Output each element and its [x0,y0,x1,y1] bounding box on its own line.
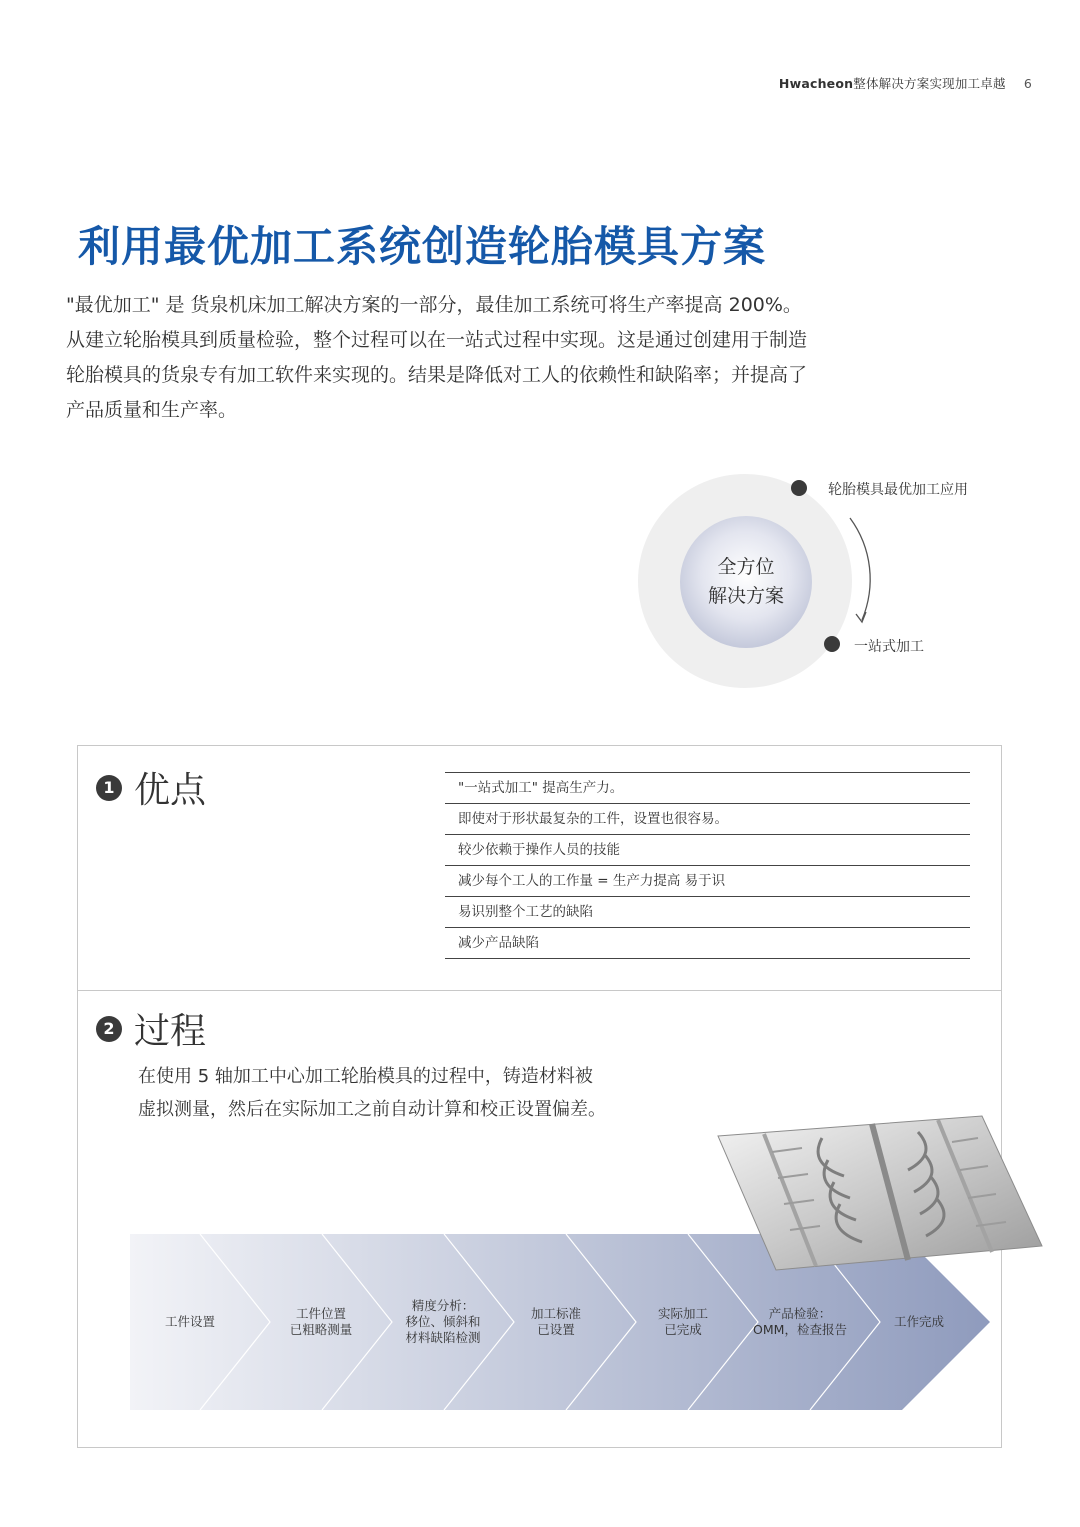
step-text: 精度分析： [411,1298,475,1313]
list-item: 减少每个工人的工作量 = 生产力提高 易于识 [445,866,970,897]
step-text: 已完成 [664,1322,702,1337]
list-item: 即使对于形状最复杂的工件，设置也很容易。 [445,804,970,835]
step-text: 工作完成 [893,1314,944,1329]
number-badge: 1 [96,775,122,801]
flow-step [130,1234,250,1410]
advantages-heading [96,762,206,813]
list-item: "一站式加工" 提高生产力。 [445,773,970,804]
diagram-label-top: 轮胎模具最优加工应用 [828,482,968,498]
page-header [779,74,1032,92]
section-title: 优点 [134,770,207,811]
process-description [138,1060,606,1126]
number-badge: 2 [96,1016,122,1042]
process-line: 在使用 5 轴加工中心加工轮胎模具的过程中，铸造材料被 [138,1066,593,1087]
diagram-label-bottom: 一站式加工 [854,639,924,655]
flow-step [384,1234,502,1410]
advantages-list [445,772,970,959]
page-number: 6 [1023,76,1032,91]
step-text: 材料缺陷检测 [405,1330,481,1345]
intro-line: 轮胎模具的货泉专有加工软件来实现的。结果是降低对工人的依赖性和缺陷率；并提高了 [66,364,808,386]
section-divider [78,990,1001,991]
bullet-dot [824,636,840,652]
curved-arrow-icon [836,512,886,632]
process-line: 虚拟测量，然后在实际加工之前自动计算和校正设置偏差。 [138,1099,606,1120]
center-circle [680,516,812,648]
intro-line: 产品质量和生产率。 [66,399,238,421]
page-title: 利用最优加工系统创造轮胎模具方案 [78,222,767,271]
list-item: 易识别整个工艺的缺陷 [445,897,970,928]
tire-mold-image [712,1114,1044,1274]
intro-line: 从建立轮胎模具到质量检验，整个过程可以在一站式过程中实现。这是通过创建用于制造 [66,329,808,351]
bullet-dot [791,480,807,496]
content-box [77,745,1002,1448]
list-item: 减少产品缺陷 [445,928,970,959]
step-text: 工件位置 [295,1306,346,1321]
step-text: 移位、倾斜和 [405,1314,481,1329]
section-title: 过程 [134,1011,207,1052]
intro-paragraph [66,288,926,428]
process-heading [96,1003,206,1054]
header-brand: Hwacheon [778,76,854,91]
center-text-line2: 解决方案 [707,585,784,607]
header-subtitle: 整体解决方案实现加工卓越 [853,76,1006,91]
step-text: 工件设置 [164,1314,215,1329]
solution-diagram [636,472,1036,702]
intro-line: "最优加工" 是 货泉机床加工解决方案的一部分，最佳加工系统可将生产率提高 200%。 [66,294,802,316]
step-text: 已粗略测量 [289,1322,353,1337]
step-text: 加工标准 [530,1306,581,1321]
step-text: 已设置 [537,1322,575,1337]
step-text: 产品检验： [768,1306,832,1321]
flow-step [506,1234,606,1410]
step-text: OMM，检查报告 [753,1322,847,1337]
center-text-line1: 全方位 [717,556,775,578]
step-text: 实际加工 [657,1306,708,1321]
list-item: 较少依赖于操作人员的技能 [445,835,970,866]
flow-step [262,1234,380,1410]
